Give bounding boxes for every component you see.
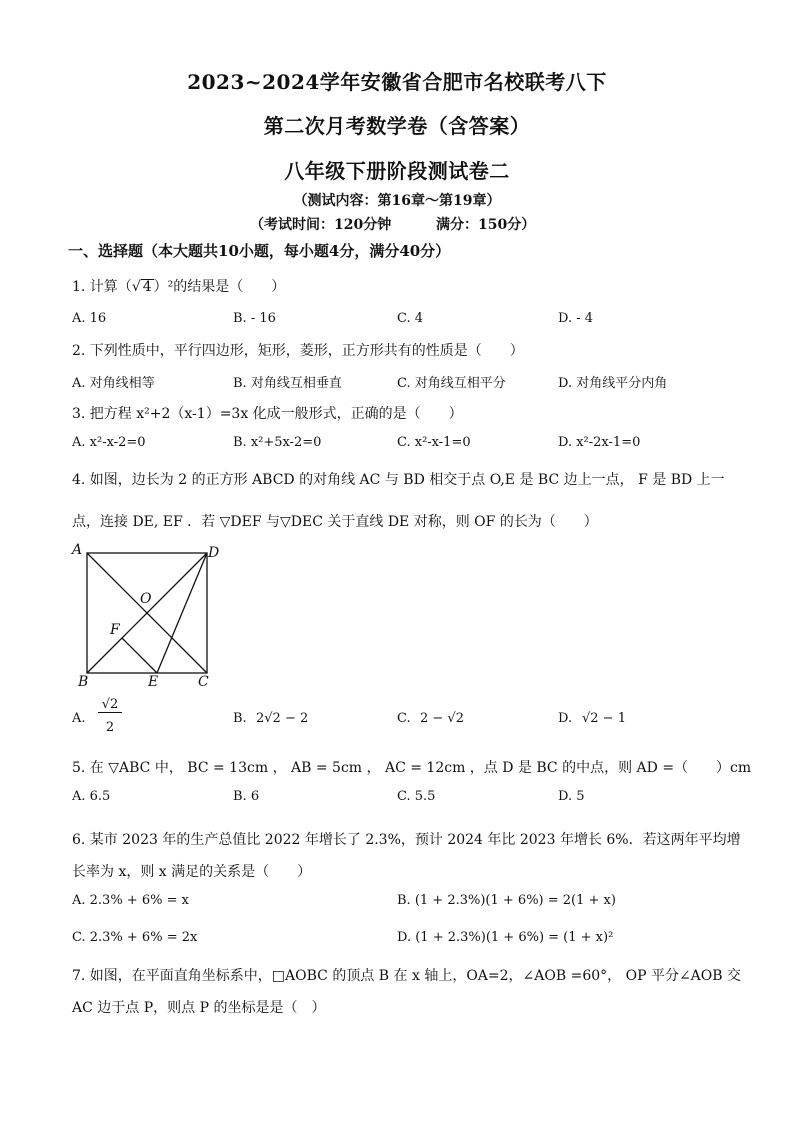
title-line-2: 第二次月考数学卷（含答案） (263, 114, 531, 138)
q1-text-b: ）²的结果是（ ） (153, 279, 286, 295)
q5-option-c: C. 5.5 (397, 789, 436, 804)
q3-option-a: A. x²-x-2=0 (72, 435, 146, 450)
label-b: B (78, 674, 89, 688)
question-5: 5. 在 ▽ABC 中， BC = 13cm ， AB = 5cm ， AC = 12cm ，点 D 是 BC 的中点，则 AD =（ ）cm (72, 760, 752, 776)
q4-option-c-expr: 2 − √2 (420, 711, 464, 726)
label-c: C (198, 674, 209, 688)
label-f: F (110, 622, 120, 638)
q4-option-a-numerator: √2 (98, 697, 122, 713)
q1-option-c: C. 4 (397, 311, 424, 326)
q5-option-d: D. 5 (558, 789, 585, 804)
q1-text-a: 1. 计算（ (72, 279, 132, 295)
q4-option-c-label: C. (397, 711, 411, 726)
q6-option-d: D. (1 + 2.3%)(1 + 6%) = (1 + x)² (397, 930, 614, 945)
section-heading: 一、选择题（本大题共10小题，每小题4分，满分40分） (68, 242, 451, 260)
question-2: 2. 下列性质中，平行四边形，矩形，菱形，正方形共有的性质是（ ） (72, 343, 524, 359)
q4-option-d-label: D. (558, 711, 573, 726)
label-e: E (148, 674, 159, 688)
q4-option-a-denominator: 2 (105, 720, 115, 735)
q1-option-a: A. 16 (72, 311, 107, 326)
q1-option-d: D. - 4 (558, 311, 594, 326)
segment-de (157, 553, 207, 673)
question-6-line-1: 6. 某市 2023 年的生产总值比 2022 年增长了 2.3%，预计 2024 年比 2023 年增长 6%．若这两年平均增 (72, 832, 741, 848)
question-3: 3. 把方程 x²+2（x-1）=3x 化成一般形式，正确的是（ ） (72, 406, 463, 422)
q4-option-b-expr: 2√2 − 2 (256, 711, 309, 726)
label-d: D (208, 545, 220, 561)
q2-option-d: D. 对角线平分内角 (558, 376, 668, 391)
q5-option-b: B. 6 (233, 789, 260, 804)
q6-option-c: C. 2.3% + 6% = 2x (72, 930, 198, 945)
q5-option-a: A. 6.5 (72, 789, 111, 804)
question-1: 1. 计算（√ 4 ）²的结果是（ ） (72, 279, 286, 295)
score-label: 满分：150分） (436, 217, 536, 233)
question-7-line-1: 7. 如图，在平面直角坐标系中，□AOBC 的顶点 B 在 x 轴上，OA=2，∠AOB =60°， OP 平分∠AOB 交 (72, 968, 741, 984)
q2-option-a: A. 对角线相等 (72, 376, 155, 391)
question-4-line-2: 点，连接 DE, EF ．若 ▽DEF 与▽DEC 关于直线 DE 对称，则 OF 的长为（ ） (72, 514, 598, 530)
q4-option-a-label: A. (72, 711, 86, 726)
title-line-1: 2023~2024学年安徽省合肥市名校联考八下 (187, 70, 607, 94)
label-o: O (140, 591, 152, 607)
square-figure (68, 538, 230, 688)
q6-option-b: B. (1 + 2.3%)(1 + 6%) = 2(1 + x) (397, 893, 616, 908)
time-label: （考试时间：120分钟 (250, 217, 392, 233)
q1-radicand: 4 (142, 279, 152, 295)
question-6-line-2: 长率为 x，则 x 满足的关系是（ ） (72, 864, 312, 880)
title-line-3: 八年级下册阶段测试卷二 (284, 159, 510, 183)
q3-option-b: B. x²+5x-2=0 (233, 435, 322, 450)
segment-ef (122, 638, 157, 673)
q2-option-c: C. 对角线互相平分 (397, 376, 506, 391)
q3-option-c: C. x²-x-1=0 (397, 435, 471, 450)
content-range: （测试内容：第16章～第19章） (293, 193, 501, 209)
q2-option-b: B. 对角线互相垂直 (233, 376, 342, 391)
q3-option-d: D. x²-2x-1=0 (558, 435, 641, 450)
question-7-line-2: AC 边于点 P，则点 P 的坐标是是（ ） (72, 1000, 326, 1016)
label-a: A (72, 542, 83, 558)
q4-option-b-label: B. (233, 711, 247, 726)
q4-option-d-expr: √2 − 1 (582, 711, 626, 726)
question-4-line-1: 4. 如图，边长为 2 的正方形 ABCD 的对角线 AC 与 BD 相交于点 O,E 是 BC 边上一点， F 是 BD 上一 (72, 472, 725, 488)
q1-option-b: B. - 16 (233, 311, 276, 326)
q6-option-a: A. 2.3% + 6% = x (72, 893, 189, 908)
